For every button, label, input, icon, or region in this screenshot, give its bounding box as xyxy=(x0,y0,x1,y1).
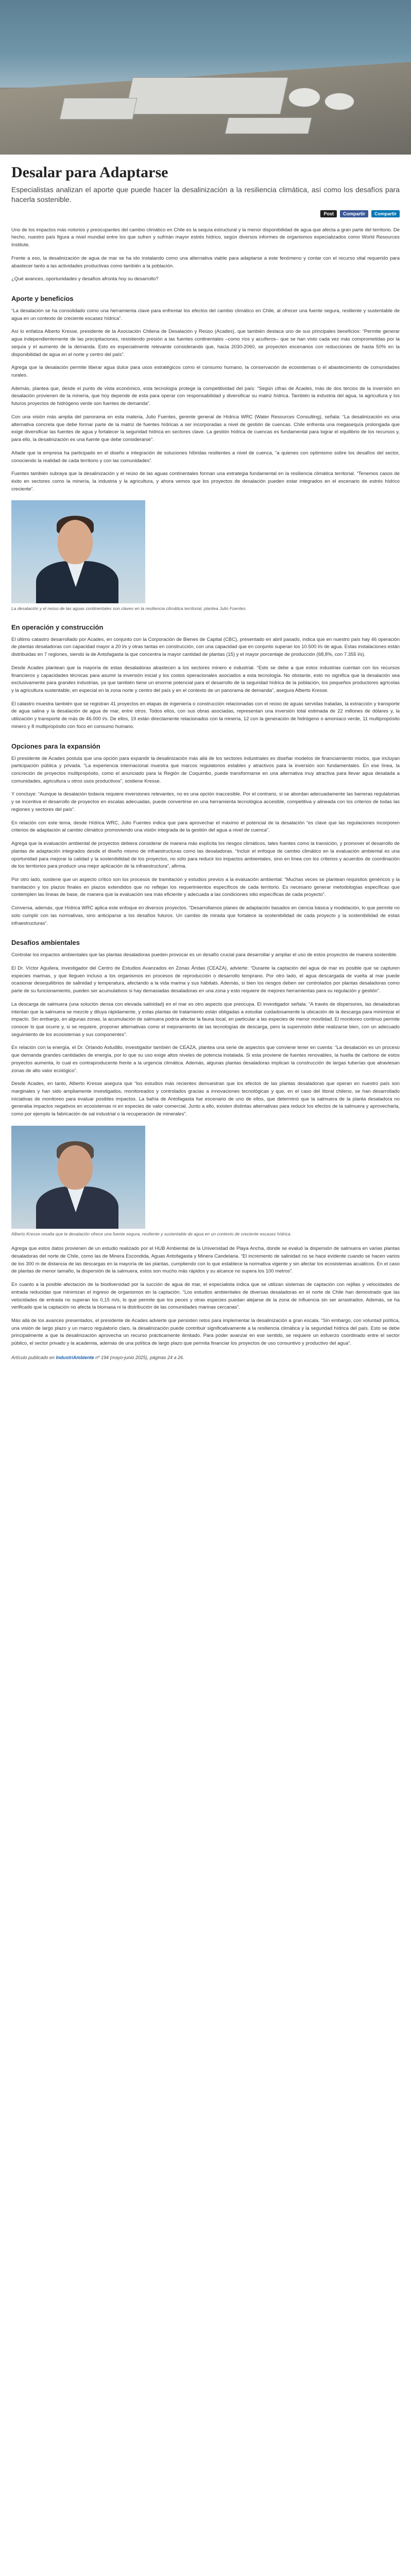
photo-caption: La desalación y el reúso de las aguas continentales son claves en la resiliencia climática territorial, plantea Julio Fuentes. xyxy=(11,606,247,612)
body-paragraph: Controlar los impactos ambientales que las plantas desaladoras pueden provocar es un desafío crucial para desarrollar y ampliar el uso de estos proyectos de manera sostenible. xyxy=(11,952,398,958)
share-post-button[interactable]: Post xyxy=(320,210,337,217)
hero-image-desalination-plant xyxy=(0,0,411,155)
body-paragraph: Desde Acades plantean que la mayoría de estas desaladoras abastecen a los sectores minero e industrial. “Esto se debe a que estos industrias cuentan con los recursos financieros y capacidades técnicas para asumir la inversión inicial y los costos operacionales asociados a esta tecnología. No obstante, esto no significa que la desalación sea exclusivamente para grandes industrias, ya que también tiene un enorme potencial para el desarrollo de la seguridad hídrica de la población, los pequeños productores agrícolas y la agricultura sustentable, en especial en la zona norte y centro del país y en el contexto de un panorama de demanda”, asegura Alberto Kresse. xyxy=(11,665,400,693)
body-paragraph: Así lo enfatiza Alberto Kresse, presidente de la Asociación Chilena de Desalación y Reúso (Acades), que también destaca uno de sus principales beneficios: “Permite generar agua independientemente de las precipitaciones, resistiendo presión a las fuentes continentales –como ríos y acuíferos– que se han visto cada vez más comprometidas por la sequía y el aumento de la demanda. Esto es especialmente relevante considerando que, hacia 2030-2060, se proyecten escenarios con reducciones de hasta 50% en la disponibilidad de agua en el norte y centro del país”. xyxy=(11,329,400,358)
intro-paragraph: Uno de los impactos más notorios y preocupantes del cambio climático en Chile es la sequía estructural y la menor disponibilidad de agua que afecta a gran parte del territorio. De hecho, nuestro país figura a nivel mundial entre los que sufren y sufrirán mayor estrés hídrico, según diversos informes de organismos especializados como World Resources Institute. xyxy=(11,227,400,248)
body-paragraph: Conversa, además, que Hídrica WRC aplica este enfoque en diversos proyectos. “Desarrollamos planes de adaptación basados en ciencia básica y modelación, lo que permite no solo cumplir con las normativas, sino anticiparse a los desafíos futuros. Un cambio de mirada que fortalece la sostenibilidad de cada proyecto y la sostenibilidad de estas infraestructuras”. xyxy=(11,905,400,926)
body-paragraph: Fuentes también subraya que la desalinización y el reúso de las aguas continentales forman una estrategia fundamental en la resiliencia climática territorial. “Tenemos casos de éxito en sectores como la minería, la industria y la agricultura, y ahora vemos que los proyectos de desalación pueden estar integrados en el escenario de estrés hídrico creciente”. xyxy=(11,471,400,492)
hero-plant-block xyxy=(225,117,312,134)
publication-note-suffix: nº 194 (mayo-junio 2025), páginas 24 a 26. xyxy=(94,1354,184,1360)
article-subtitle: Especialistas analizan el aporte que puede hacer la desalinización a la resiliencia climática, así como los desafíos para hacerla sostenible. xyxy=(11,185,400,204)
hero-plant-annex xyxy=(60,98,138,120)
portrait-face xyxy=(58,520,93,564)
intro-paragraph: ¿Qué avances, oportunidades y desafíos afronta hoy su desarrollo? xyxy=(11,276,159,282)
body-paragraph: Agrega que la desalación permite liberar agua dulce para usos estratégicos como el consumo humano, la conservación de ecosistemas o el abastecimiento de comunidades rurales. xyxy=(11,365,400,379)
body-paragraph: En relación con la energía, el Dr. Orlando Astudillo, investigador también de CEAZA, plantea una serie de aspectos que conviene tener en cuenta: “La desalación es un proceso que demanda grandes cantidades de energía, por lo que su uso exige altos niveles de potencia instalada. Si esta proviene de fuentes renovables, la huella de carbono de estos proyectos aumenta, lo cual es contraproducente frente a la urgencia climática. Además, algunas plantas desaladoras implican la construcción de largas tuberías que atraviesan zonas de alto valor ecológico”. xyxy=(11,1045,400,1074)
portrait-photo-julio-fuentes xyxy=(11,500,145,603)
body-paragraph: El último catastro desarrollado por Acades, en conjunto con la Corporación de Bienes de Capital (CBC), presentado en abril pasado, indica que en nuestro país hay 46 operación de plantas desaladoras con capacidad mayor a 20 l/s y otras tantas en construcción, con una capacidad que en conjunto superan los 10.500 l/s de agua. Estas instalaciones están distribuidas en 7 regiones, siendo la de Antofagasta la que concentra la mayor cantidad de plantas (15) y el mayor porcentaje de producción (68,8%, con 7.355 l/s). xyxy=(11,636,400,658)
publication-note xyxy=(11,1355,400,1360)
section-heading: Desafíos ambientales xyxy=(11,939,80,947)
article-title: Desalar para Adaptarse xyxy=(11,164,168,181)
body-paragraph: Más allá de los avances presentados, el presidente de Acades advierte que persisten retos para implementar la desalinización a gran escala. “Sin embargo, con voluntad política, una visión de largo plazo y un marco regulatorio claro, la desalinización puede contribuir significativamente a la resiliencia climática y la seguridad hídrica del país. Esto se debe principalmente a que la desalinización aprovecha un recurso prácticamente ilimitado. Para poder avanzar en ese sentido, se requiere un esfuerzo coordinado entre el sector público, el sector privado y la academia, además de una política de largo plazo que permita financiar los proyectos de uso consuntivo y productivo del agua”. xyxy=(11,1317,400,1347)
portrait-photo-alberto-kresse xyxy=(11,1126,145,1229)
section-heading: Opciones para la expansión xyxy=(11,742,100,750)
photo-caption: Alberto Kresse resalta que la desalación ofrece una fuente segura, resiliente y sustentable de agua en un contexto de creciente escasez hídrica. xyxy=(11,1231,292,1236)
body-paragraph: La descarga de salmuera (una solución densa con elevada salinidad) en el mar es otro aspecto que preocupa. El investigador señala: “A través de dispersores, las desaladoras intentan que la salmuera se mezcle y diluya rápidamente, y estas plantas de tratamiento están obligadas a estudiar cuidadosamente la ubicación de la descarga para minimizar el impacto. Sin embargo, en algunas zonas, la acumulación de salmuera podría afectar la fauna local, en particular a las especies de menor movilidad. El monitoreo continuo permite conocer lo que ocurre y, si se requiere, proponer alternativas como el mejoramiento de las tecnologías de descarga, pero la supervisión debe realizarse bien, con un adecuado seguimiento de los ecosistemas y sus componentes”. xyxy=(11,1001,400,1038)
body-paragraph: Agrega que la evaluación ambiental de proyectos debiera considerar de manera más explícita los riesgos climáticos, tales fuentes como la transición, y promover el desarrollo de plantas de adaptación integrados desde el diseño mismo de infraestructuras como las desaladoras. “Incluir el enfoque de cambio climático en la evaluación ambiental es una oportunidad para mejorar la calidad y la sostenibilidad de los proyectos, no sólo para reducir los impactos ambientales, sino en línea con los criterios y acuerdos de coordinación de los territorios para producir una mejor aplicación de la infraestructura”, afirma. xyxy=(11,841,400,870)
body-paragraph: El presidente de Acades postula que una opción para expandir la desalinización más allá de los sectores industriales es diseñar modelos de financiamiento mixtos, que incluyan participación pública y privada. “La experiencia internacional muestra que marcos regulatorios estables y atractivos para la inversión son fundamentales. En ese línea, la concreción de proyectos multipropósito, como el anunciado para la Región de Coquimbo, puede transformarse en una alternativa muy atractiva para llevar agua desalada a comunidades, agricultura u otros usos productivos”, sostiene Kresse. xyxy=(11,755,400,784)
body-paragraph: Además, plantea que, desde el punto de vista económico, esta tecnología protege la competitividad del país: “Según cifras de Acades, más de dos tercios de la inversión en desalación provienen de la minería, que hoy depende de esta para operar con responsabilidad y diversificar su matriz hídrica. También la industria del agua, la agricultura y los futuros proyectos de hidrógeno verde son fuentes de demanda”. xyxy=(11,385,400,407)
share-facebook-button[interactable]: Compartir xyxy=(340,210,368,217)
share-linkedin-button[interactable]: Compartir xyxy=(371,210,400,217)
body-paragraph: “La desalación se ha consolidado como una herramienta clave para enfrentar los efectos del cambio climático en Chile, al ofrecer una fuente segura, resiliente y sustentable de agua en un contexto de creciente escasez hídrica”. xyxy=(11,308,400,321)
body-paragraph: En cuanto a la posible afectación de la biodiversidad por la succión de agua de mar, el especialista indica que se utilizan sistemas de captación con rejillas y velocidades de entrada reducidas que minimizan el ingreso de organismos en la captación. “Los estudios ambientales de diversas desaladoras en el norte de Chile han demostrado que las velocidades de entrada no superan los 0,15 m/s, lo que permite que los peces y otras especies puedan alejarse de la zona de influencia sin ser arrastrados. Además, se ha verificado que la captación no afecta la biomasa ni la distribución de las comunidades marinas cercanas”. xyxy=(11,1282,400,1311)
publication-link[interactable]: IndustriAmbiente xyxy=(56,1354,94,1360)
hero-tank xyxy=(288,88,320,107)
body-paragraph: En relación con este tema, desde Hídrica WRC, Julio Fuentes indica que para aprovechar el máximo el potencial de la desalación “es clave que las regulaciones incorporen criterios de adaptación al cambio climático promoviendo una visión integrada de la gestión del agua a nivel de cuenca”. xyxy=(11,820,400,834)
body-paragraph: Añade que la empresa ha participado en el diseño e integración de soluciones híbridas resilientes a nivel de cuenca, “a quienes con optimismo sobre los desafíos del sector, conociendo la realidad de cada territorio y con las comunidades”. xyxy=(11,450,400,464)
body-paragraph: El Dr. Víctor Aguilera, investigador del Centro de Estudios Avanzados en Zonas Áridas (CEAZA), advierte: “Durante la captación del agua de mar es posible que se capturen especies marinas, y que lleguen incluso a los organismos en procesos de reproducción o desarrollo temprano. Por otro lado, el agua descargada de vuelta al mar puede ocasionar desequilibrios de salinidad y temperatura, afectando a la vida marina y sus hábitats. Además, si bien los riesgos deben ser controlados por plantas desaladoras como parte de su funcionamiento, pueden ser acumulativos si hay demasiadas desaladoras en una zona y esto requiere de mejores herramientas para su regulación y gestión”. xyxy=(11,965,400,994)
body-paragraph: Por otro lado, sostiene que un aspecto crítico son los procesos de tramitación y estudios previos a la evaluación ambiental: “Muchas veces se plantean requisitos genéricos y la tramitación y los plazos finales en plazos extendidos que no reflejan los requerimientos específicos de cada territorio. Es necesario generar metodologías específicas que contemplen las líneas de base, de manera que la evaluación sea más eficiente y adecuada a las condiciones sitio específicas de cada proyecto”. xyxy=(11,876,400,898)
portrait-face xyxy=(58,1145,93,1190)
body-paragraph: Con una visión más amplia del panorama en esta materia, Julio Fuentes, gerente general de Hídrica WRC (Water Resources Consulting), señala: “La desalinización es una alternativa concreta que debe formar parte de la matriz de fuentes hídricas a ser incorporadas a nivel de gestión de cuencas. Chile enfrenta una megasequía prolongada que exige diversificar las fuentes de agua y fortalecer la seguridad hídrica en sectores clave. La gestión hídrica de cuencas es fundamental para lograr el equilibrio de los recursos y, para ello, la desalinización es una fuente que debe considerarse”. xyxy=(11,414,400,443)
body-paragraph: El catastro muestra también que se registran 41 proyectos en etapas de ingeniería o construcción relacionadas con el reúso de aguas servidas tratadas, la extracción y transporte de agua salina y la desalación de agua de mar, entre otros. Todos ellos, con sus obras asociadas, representan una inversión total estimada de 22 millones de dólares y, la utilización y transporte de más de 46.000 l/s. De ellos, 19 están directamente relacionados con la minería, 12 con la generación de hidrógeno o amoníaco verde, 11 multipropósito minero y 8 multipropósito con foco en consumo humano. xyxy=(11,701,400,730)
body-paragraph: Agrega que estos datos provienen de un estudio realizado por el HUB Ambiental de la Universidad de Playa Ancha, donde se evaluó la dispersión de salmuera en varias plantas desaladoras del norte de Chile, como las de Minera Escondida, Aguas Antofagasta y Minera Candelaria. “El incremento de salinidad no se hace evidente cuando se hacen varios de los 300 m de distancia de las descargas en la mayoría de las plantas, cumpliendo con lo que establece la normativa vigente y sin afectar los ecosistemas acuáticos. En el caso de plantas de menor tamaño, la dispersión de la salmuera, estos son mucho más rápidos y su alcance no supera los 100 metros”. xyxy=(11,1246,400,1275)
body-paragraph: Y concluye: “Aunque la desalación todavía requiere inversiones relevantes, no es una opción inaccesible. Por el contrario, si se abordan adecuadamente las barreras regulatorias y se incentiva el desarrollo de proyectos en escalas adecuadas, puede convertirse en una herramienta tecnológica accesible, competitiva y alineada con los criterios de todas las regiones y sectores del país”. xyxy=(11,791,400,812)
section-heading: Aporte y beneficios xyxy=(11,295,74,302)
intro-paragraph: Frente a eso, la desalinización de agua de mar se ha ido instalando como una alternativa viable para adaptarse a este fenómeno y contar con el recurso vital requerido para abastecer tanto a las actividades productivas como también a la población. xyxy=(11,255,400,269)
section-heading: En operación y construcción xyxy=(11,623,104,631)
body-paragraph: Desde Acades, en tanto, Alberto Kresse asegura que “los estudios más recientes demuestran que los efectos de las plantas desaladoras que operan en nuestro país son marginales y han sido ampliamente investigados, monitoreados y controlados gracias a innovaciones tecnológicas y que, en el caso del litoral chileno, se han desarrollado iniciativas de monitoreo para evaluar posibles impactos. La bahía de Antofagasta fue escenario de uno de ellos, que determinó que la salmuera de la planta desaladora no generaba impactos negativos en ecosistemas ni en especies de valor comercial. Junto a ello, existen distintas alternativas para reducir los efectos de la salmuera y aprovecharla, como por ejemplo la fabricación de sal industrial o la recuperación de minerales”. xyxy=(11,1081,400,1117)
hero-tank xyxy=(324,93,354,110)
publication-note-prefix: Artículo publicado en xyxy=(11,1354,56,1360)
hero-plant-building xyxy=(125,77,288,114)
share-bar xyxy=(11,210,400,217)
